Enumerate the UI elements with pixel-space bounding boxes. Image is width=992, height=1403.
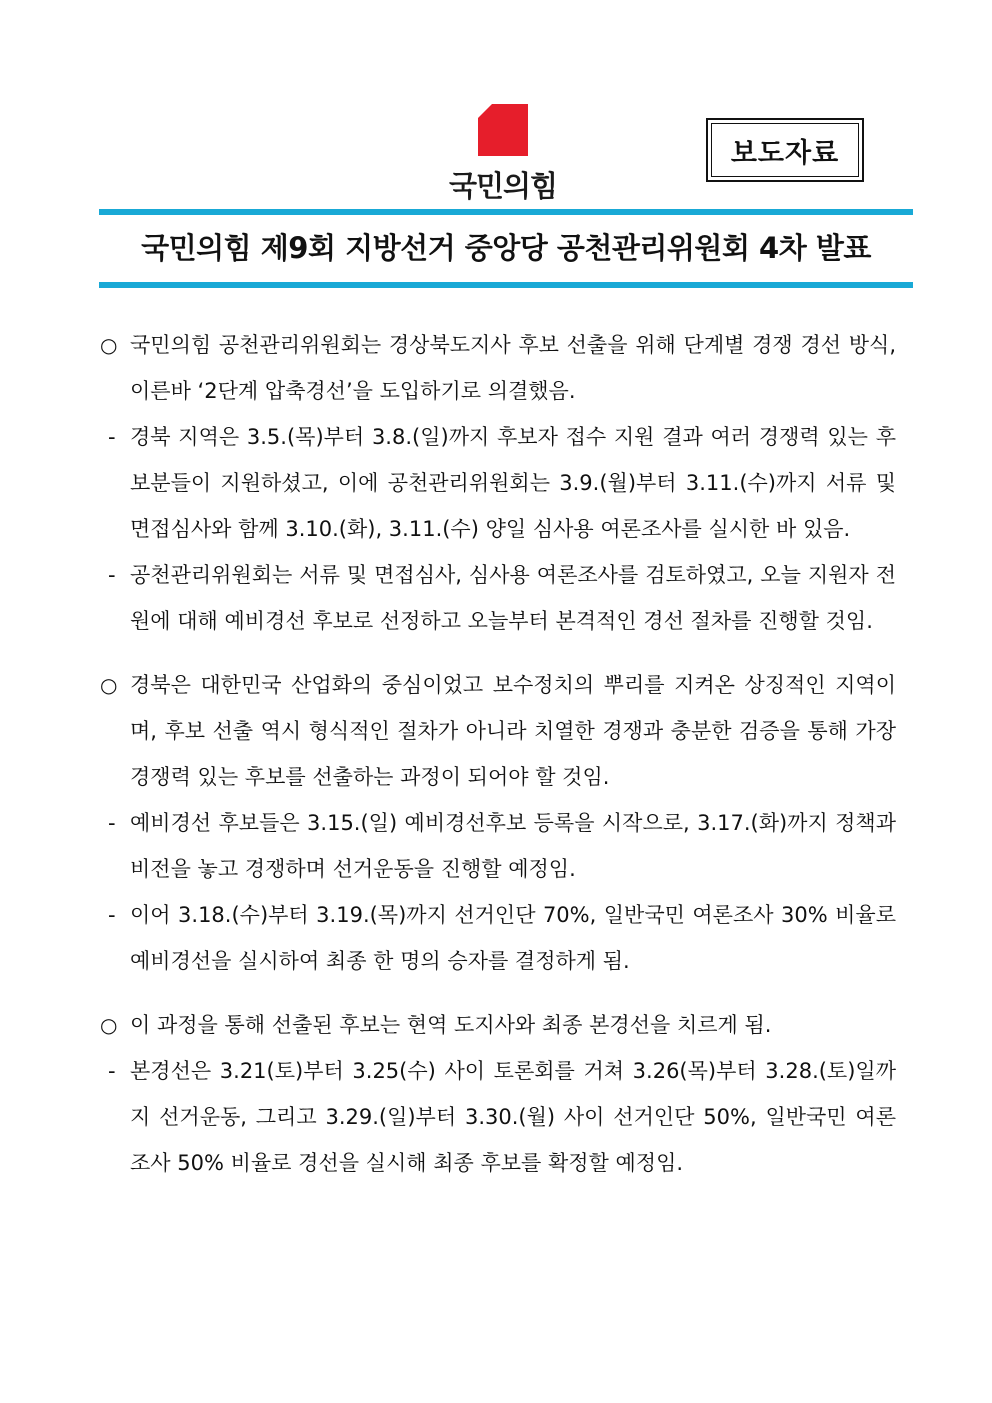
section-3-sub-1-text: 본경선은 3.21(토)부터 3.25(수) 사이 토론회를 거쳐 3.26(목)부터 3.28.(토)일까지 선거운동, 그리고 3.29.(일)부터 3.30.(월) 사이 선거인단 50%, 일반국민 여론조사 50% 비율로 경선을 실시해 최종 후보를 확정할 예정임.: [130, 1059, 896, 1175]
section-1-sub-1: [108, 414, 896, 552]
section-3-main-text: 이 과정을 통해 선출된 후보는 현역 도지사와 최종 본경선을 치르게 됨.: [130, 1013, 772, 1037]
section-1-sub-2: [108, 552, 896, 644]
dash-bullet-icon: -: [108, 1059, 116, 1083]
document-body: [0, 322, 992, 1186]
party-logo-mark-icon: [478, 104, 528, 156]
party-logo-text: 국민의힘: [448, 169, 558, 203]
circle-bullet-icon: ○: [100, 1013, 118, 1037]
section-1-main: [100, 322, 896, 414]
section-2-sub-2: [108, 892, 896, 984]
dash-bullet-icon: -: [108, 903, 116, 927]
party-logo: [440, 102, 566, 202]
section-2-sub-2-text: 이어 3.18.(수)부터 3.19.(목)까지 선거인단 70%, 일반국민 여론조사 30% 비율로 예비경선을 실시하여 최종 한 명의 승자를 결정하게 됨.: [130, 903, 896, 973]
dash-bullet-icon: -: [108, 425, 116, 449]
section-2-main-text: 경북은 대한민국 산업화의 중심이었고 보수정치의 뿌리를 지켜온 상징적인 지역이며, 후보 선출 역시 형식적인 절차가 아니라 치열한 경쟁과 충분한 검증을 통해 가장 경쟁력 있는 후보를 선출하는 과정이 되어야 할 것임.: [130, 673, 896, 789]
title-rule-bottom: [99, 282, 913, 288]
section-1-sub-1-text: 경북 지역은 3.5.(목)부터 3.8.(일)까지 후보자 접수 지원 결과 여러 경쟁력 있는 후보분들이 지원하셨고, 이에 공천관리위원회는 3.9.(월)부터 3.11.(수)까지 서류 및 면접심사와 함께 3.10.(화), 3.11.(수) 양일 심사용 여론조사를 실시한 바 있음.: [130, 425, 896, 541]
press-release-badge: [706, 118, 864, 182]
dash-bullet-icon: -: [108, 811, 116, 835]
circle-bullet-icon: ○: [100, 333, 118, 357]
section-3-sub-1: [108, 1048, 896, 1186]
press-release-label: 보도자료: [711, 123, 859, 177]
title-rule-top: [99, 209, 913, 215]
section-2-sub-1: [108, 800, 896, 892]
circle-bullet-icon: ○: [100, 673, 118, 697]
section-1-main-text: 국민의힘 공천관리위원회는 경상북도지사 후보 선출을 위해 단계별 경쟁 경선 방식, 이른바 ‘2단계 압축경선’을 도입하기로 의결했음.: [130, 333, 896, 403]
page-title: 국민의힘 제9회 지방선거 중앙당 공천관리위원회 4차 발표: [141, 231, 871, 265]
dash-bullet-icon: -: [108, 563, 116, 587]
section-2-sub-1-text: 예비경선 후보들은 3.15.(일) 예비경선후보 등록을 시작으로, 3.17.(화)까지 정책과 비전을 놓고 경쟁하며 선거운동을 진행할 예정임.: [130, 811, 896, 881]
section-2-main: [100, 662, 896, 800]
section-3-main: [100, 1002, 896, 1048]
section-1-sub-2-text: 공천관리위원회는 서류 및 면접심사, 심사용 여론조사를 검토하였고, 오늘 지원자 전원에 대해 예비경선 후보로 선정하고 오늘부터 본격적인 경선 절차를 진행할 것임.: [130, 563, 896, 633]
